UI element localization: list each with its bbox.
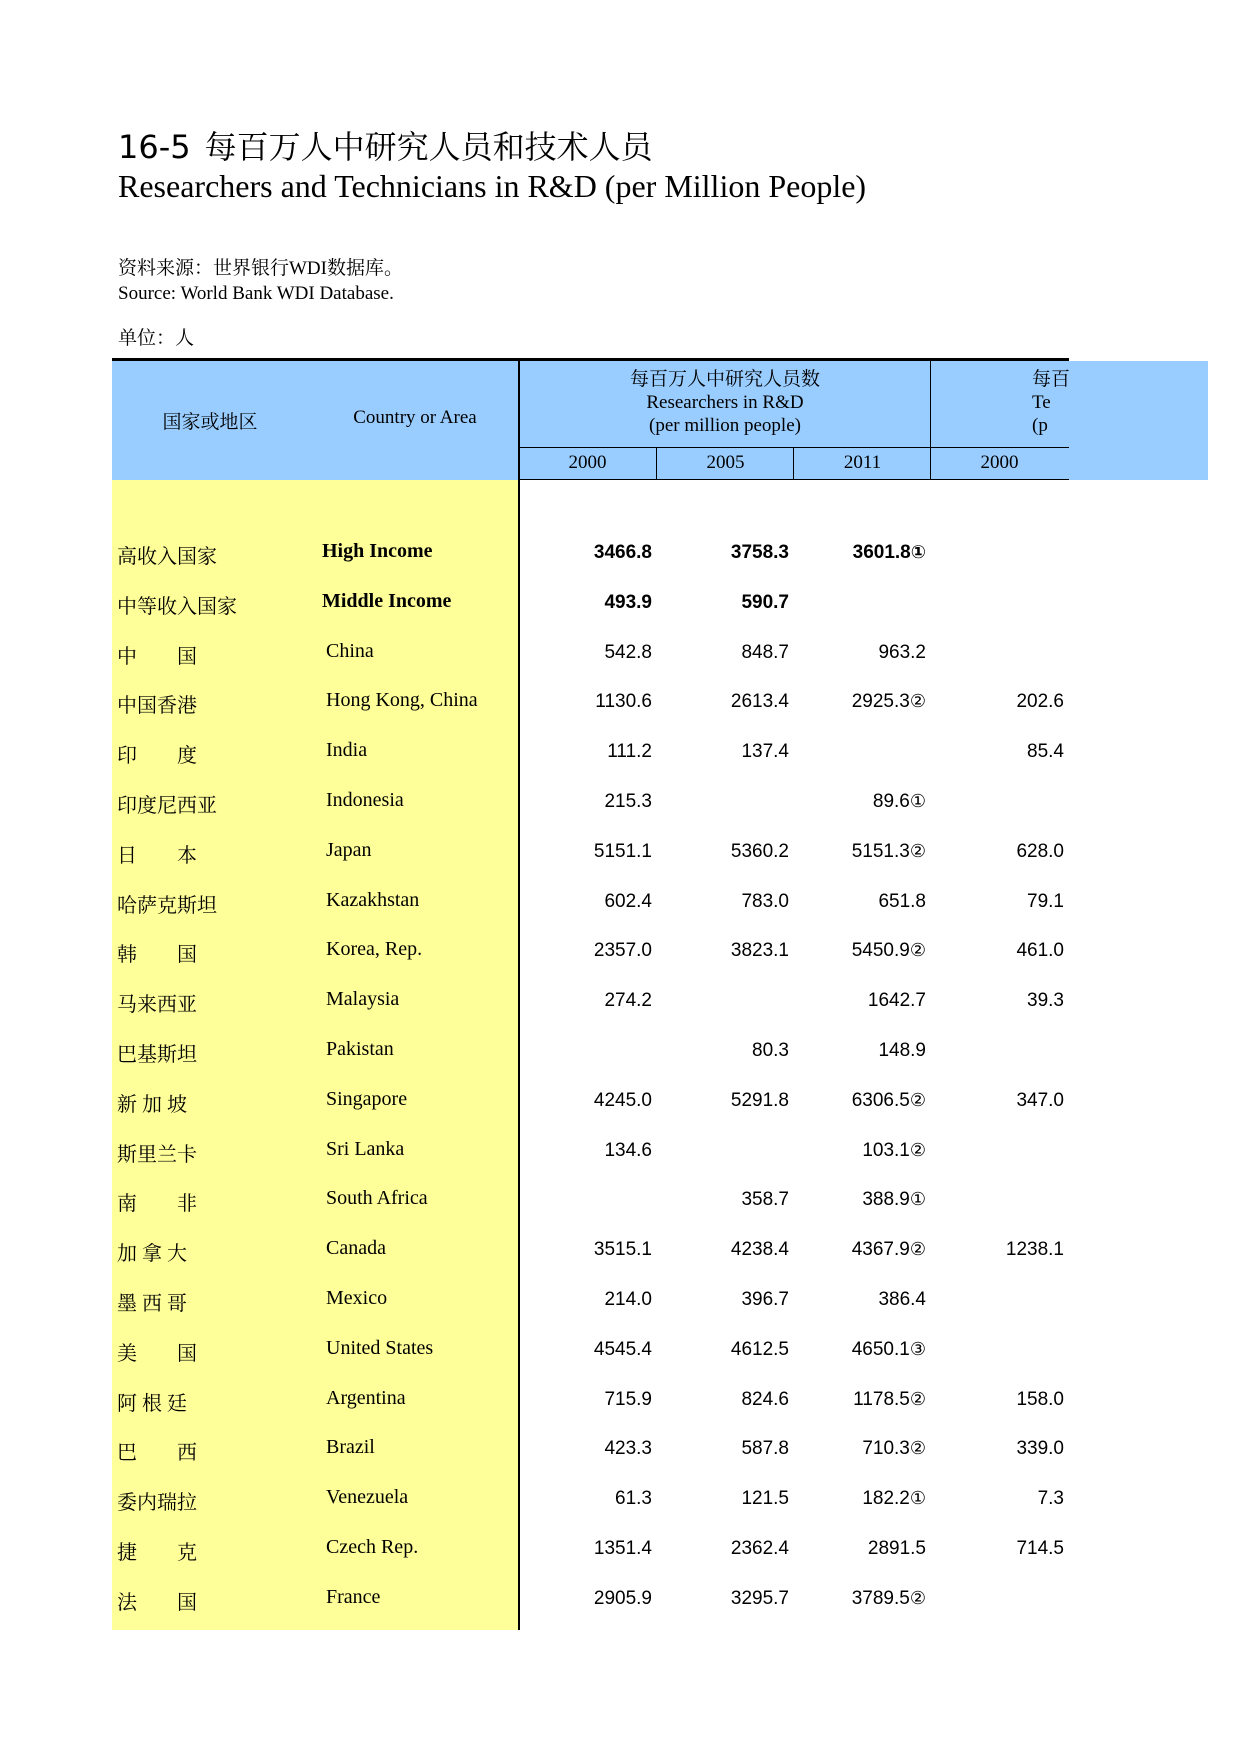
value-tech-2000: 1238.1 bbox=[1005, 1239, 1064, 1261]
value-2005: 121.5 bbox=[741, 1488, 789, 1510]
country-name-en: Korea, Rep. bbox=[326, 938, 423, 961]
value-2005: 3295.7 bbox=[730, 1587, 789, 1609]
country-name-en: Singapore bbox=[326, 1087, 408, 1110]
value-2005: 2613.4 bbox=[730, 691, 789, 713]
table-row bbox=[112, 1524, 1069, 1574]
value-2011 bbox=[786, 791, 926, 813]
value-tech-2000: 85.4 bbox=[1027, 741, 1064, 763]
table-row bbox=[112, 1076, 1069, 1126]
table-row bbox=[112, 1026, 1069, 1076]
value-2005: 80.3 bbox=[752, 1040, 789, 1061]
value-tech-2000: 202.6 bbox=[1016, 691, 1064, 713]
value-2011-number: 4650.1 bbox=[851, 1338, 910, 1360]
value-2005: 824.6 bbox=[741, 1388, 789, 1410]
country-name-zh: 法 国 bbox=[117, 1591, 197, 1614]
country-name-zh: 斯里兰卡 bbox=[117, 1143, 197, 1166]
country-name-en: Argentina bbox=[326, 1386, 406, 1409]
value-2011-number: 2891.5 bbox=[867, 1538, 926, 1559]
footnote-marker: ② bbox=[909, 1438, 926, 1460]
value-2011-number: 4367.9 bbox=[851, 1239, 910, 1261]
country-name-zh: 巴 西 bbox=[117, 1442, 197, 1465]
footnote-marker: ② bbox=[909, 691, 926, 713]
value-2000: 274.2 bbox=[604, 990, 652, 1012]
country-name-en: Middle Income bbox=[322, 589, 452, 612]
table-row bbox=[112, 1126, 1069, 1176]
value-2011-number: 3789.5 bbox=[851, 1587, 910, 1609]
table-title-zh bbox=[118, 122, 653, 168]
country-name-en: Indonesia bbox=[326, 789, 404, 811]
value-2000: 5151.1 bbox=[593, 840, 652, 862]
country-name-zh: 加 拿 大 bbox=[117, 1243, 187, 1266]
value-2000: 4545.4 bbox=[593, 1338, 652, 1360]
country-name-en: High Income bbox=[322, 540, 433, 562]
value-2005: 3758.3 bbox=[730, 542, 789, 563]
table-row bbox=[112, 727, 1069, 777]
value-2005: 3823.1 bbox=[730, 940, 789, 962]
value-2005: 358.7 bbox=[741, 1189, 789, 1211]
value-tech-2000: 347.0 bbox=[1016, 1089, 1064, 1111]
value-2000: 134.6 bbox=[604, 1139, 652, 1161]
country-name-zh: 捷 克 bbox=[117, 1542, 197, 1564]
value-2005: 4238.4 bbox=[730, 1239, 789, 1261]
table-row bbox=[112, 1474, 1069, 1524]
header-overflow-area bbox=[1069, 361, 1208, 480]
value-2005: 396.7 bbox=[741, 1289, 789, 1310]
value-2011-number: 182.2 bbox=[862, 1488, 910, 1510]
footnote-marker: ③ bbox=[909, 1338, 926, 1360]
value-2005: 783.0 bbox=[741, 890, 789, 912]
footnote-marker: ② bbox=[909, 1089, 926, 1111]
footnote-marker: ② bbox=[909, 1388, 926, 1410]
value-2005: 5360.2 bbox=[730, 840, 789, 862]
footnote-marker: ② bbox=[909, 940, 926, 962]
country-name-zh: 韩 国 bbox=[117, 944, 197, 967]
value-2005: 5291.8 bbox=[730, 1089, 789, 1111]
value-2000: 215.3 bbox=[604, 791, 652, 812]
country-name-zh: 委内瑞拉 bbox=[117, 1492, 197, 1515]
footnote-marker: ① bbox=[910, 542, 926, 563]
country-name-zh: 哈萨克斯坦 bbox=[117, 894, 217, 917]
header-country-en: Country or Area bbox=[353, 407, 477, 428]
country-name-en: Pakistan bbox=[326, 1038, 394, 1060]
country-name-zh: 南 非 bbox=[117, 1193, 197, 1216]
table-row bbox=[112, 1325, 1069, 1375]
value-2011 bbox=[786, 1040, 926, 1062]
value-2005: 4612.5 bbox=[730, 1338, 789, 1360]
value-tech-2000: 158.0 bbox=[1016, 1388, 1064, 1410]
value-2000: 423.3 bbox=[604, 1438, 652, 1460]
unit-note: 单位：人 bbox=[118, 328, 195, 349]
table-number: 16-5 bbox=[118, 128, 191, 166]
footnote-marker: ② bbox=[909, 840, 926, 862]
value-2005: 590.7 bbox=[741, 591, 789, 613]
value-2011-number: 148.9 bbox=[878, 1040, 926, 1061]
value-2000: 3466.8 bbox=[593, 542, 652, 563]
value-2011-number: 651.8 bbox=[878, 890, 926, 912]
value-2011 bbox=[786, 1389, 926, 1411]
value-2011 bbox=[786, 1588, 926, 1610]
value-2011 bbox=[786, 1140, 926, 1162]
table-row bbox=[112, 827, 1069, 877]
table-row bbox=[112, 1275, 1069, 1325]
country-name-en: France bbox=[326, 1585, 381, 1608]
value-tech-2000: 714.5 bbox=[1016, 1538, 1064, 1559]
value-2011-number: 710.3 bbox=[862, 1438, 910, 1460]
value-2011 bbox=[786, 1189, 926, 1211]
table-title-en: Researchers and Technicians in R&D (per Million People) bbox=[118, 168, 867, 204]
value-2011-number: 89.6 bbox=[872, 791, 910, 812]
table-row bbox=[112, 926, 1069, 976]
group2-title-zh: 每百 bbox=[1032, 369, 1071, 390]
year-header-rule bbox=[519, 447, 1069, 448]
value-2011-number: 5450.9 bbox=[851, 940, 910, 962]
country-name-en: South Africa bbox=[326, 1187, 428, 1210]
value-2000: 1130.6 bbox=[595, 691, 652, 713]
group2-subtitle-en: (p bbox=[1032, 415, 1048, 436]
value-2011 bbox=[786, 1339, 926, 1361]
group1-title-en: Researchers in R&D bbox=[646, 392, 804, 413]
table-row bbox=[112, 976, 1069, 1026]
value-2011-number: 3601.8 bbox=[852, 542, 911, 563]
value-2000: 111.2 bbox=[607, 741, 652, 763]
country-name-zh: 中国香港 bbox=[117, 695, 197, 718]
footnote-marker: ① bbox=[909, 791, 926, 812]
country-name-en: Malaysia bbox=[326, 988, 400, 1011]
value-2011 bbox=[786, 1289, 926, 1311]
value-2000: 214.0 bbox=[604, 1289, 652, 1310]
country-name-en: Hong Kong, China bbox=[326, 689, 478, 712]
value-2005: 2362.4 bbox=[730, 1538, 789, 1559]
country-name-en: Venezuela bbox=[326, 1486, 409, 1509]
table-row bbox=[112, 877, 1069, 927]
country-name-zh: 巴基斯坦 bbox=[117, 1044, 197, 1066]
value-2000: 3515.1 bbox=[593, 1239, 652, 1261]
country-name-zh: 墨 西 哥 bbox=[117, 1293, 187, 1315]
value-2000: 2905.9 bbox=[593, 1587, 652, 1609]
value-2011-number: 1642.7 bbox=[867, 990, 926, 1012]
value-2011-number: 6306.5 bbox=[851, 1089, 910, 1111]
value-2005: 587.8 bbox=[741, 1438, 789, 1460]
value-tech-2000: 79.1 bbox=[1027, 890, 1064, 912]
country-name-zh: 日 本 bbox=[117, 844, 197, 867]
country-name-en: Sri Lanka bbox=[326, 1137, 405, 1160]
value-tech-2000: 628.0 bbox=[1016, 840, 1064, 862]
year-header: 2011 bbox=[843, 452, 882, 473]
table-row bbox=[112, 777, 1069, 827]
country-name-en: Czech Rep. bbox=[326, 1536, 419, 1558]
value-2011-number: 386.4 bbox=[878, 1289, 926, 1310]
value-2000: 4245.0 bbox=[593, 1089, 652, 1111]
country-name-zh: 印 度 bbox=[117, 745, 197, 768]
country-name-zh: 新 加 坡 bbox=[117, 1093, 187, 1116]
value-2000: 542.8 bbox=[604, 641, 652, 663]
value-2011-number: 2925.3 bbox=[851, 691, 910, 713]
value-2000: 2357.0 bbox=[593, 940, 652, 962]
value-2011-number: 1178.5 bbox=[853, 1388, 910, 1410]
source-note-en: Source: World Bank WDI Database. bbox=[118, 283, 394, 304]
value-2000: 715.9 bbox=[604, 1388, 652, 1410]
value-2011 bbox=[786, 1488, 926, 1510]
value-2005: 848.7 bbox=[741, 641, 789, 663]
header-country-zh: 国家或地区 bbox=[162, 412, 258, 433]
country-name-zh: 中等收入国家 bbox=[117, 595, 237, 618]
value-2011-number: 103.1 bbox=[862, 1139, 910, 1161]
footnote-marker: ② bbox=[909, 1587, 926, 1609]
country-name-zh: 中 国 bbox=[117, 645, 197, 668]
value-2011-number: 388.9 bbox=[862, 1189, 910, 1211]
footnote-marker: ① bbox=[909, 1189, 926, 1211]
value-2000: 61.3 bbox=[615, 1488, 652, 1510]
country-name-en: China bbox=[326, 639, 374, 662]
year-header: 2000 bbox=[568, 452, 607, 473]
header-group-researchers bbox=[520, 368, 930, 437]
value-2011 bbox=[786, 1538, 926, 1560]
value-tech-2000: 39.3 bbox=[1027, 990, 1064, 1012]
value-2000: 493.9 bbox=[604, 591, 652, 613]
group1-title-zh: 每百万人中研究人员数 bbox=[629, 369, 820, 390]
value-2000: 602.4 bbox=[604, 890, 652, 912]
value-2011 bbox=[786, 940, 926, 962]
year-header: 2000 bbox=[980, 452, 1019, 473]
table-row bbox=[112, 628, 1069, 678]
value-2011 bbox=[786, 1239, 926, 1261]
table-row bbox=[112, 528, 1069, 578]
footnote-marker: ① bbox=[909, 1488, 926, 1510]
table-row bbox=[112, 677, 1069, 727]
value-2011 bbox=[786, 1090, 926, 1112]
title-zh-text: 每百万人中研究人员和技术人员 bbox=[204, 129, 653, 165]
value-tech-2000: 461.0 bbox=[1016, 940, 1064, 962]
country-name-zh: 美 国 bbox=[117, 1342, 197, 1365]
footnote-marker: ② bbox=[909, 1139, 926, 1161]
value-2011 bbox=[786, 642, 926, 664]
country-name-zh: 阿 根 廷 bbox=[117, 1392, 187, 1415]
value-2005: 137.4 bbox=[741, 741, 789, 763]
footnote-marker: ② bbox=[909, 1239, 926, 1261]
source-note-zh: 资料来源：世界银行WDI数据库。 bbox=[118, 258, 403, 279]
table-row bbox=[112, 578, 1069, 628]
table-row bbox=[112, 1574, 1069, 1624]
value-2011-number: 5151.3 bbox=[851, 840, 910, 862]
header-group-technicians bbox=[1032, 368, 1072, 437]
country-name-en: Brazil bbox=[326, 1436, 375, 1459]
value-2011 bbox=[786, 841, 926, 863]
value-2011 bbox=[786, 1438, 926, 1460]
group1-subtitle-en: (per million people) bbox=[649, 415, 801, 436]
value-2011 bbox=[786, 990, 926, 1012]
country-name-en: Japan bbox=[326, 838, 372, 861]
country-name-en: India bbox=[326, 739, 368, 762]
group2-title-en: Te bbox=[1032, 392, 1051, 413]
value-tech-2000: 339.0 bbox=[1016, 1438, 1064, 1460]
table-row bbox=[112, 1175, 1069, 1225]
country-name-en: Canada bbox=[326, 1237, 386, 1260]
header-bottom-rule bbox=[519, 479, 1069, 480]
table-row bbox=[112, 1225, 1069, 1275]
country-name-zh: 印度尼西亚 bbox=[117, 795, 217, 817]
value-2011 bbox=[786, 542, 926, 564]
value-2011 bbox=[786, 691, 926, 713]
value-2000: 1351.4 bbox=[593, 1538, 652, 1559]
table-row bbox=[112, 1375, 1069, 1425]
country-name-zh: 高收入国家 bbox=[117, 546, 217, 568]
country-name-zh: 马来西亚 bbox=[117, 994, 197, 1017]
country-name-en: United States bbox=[326, 1336, 434, 1359]
country-name-en: Kazakhstan bbox=[326, 888, 420, 911]
year-header: 2005 bbox=[706, 452, 745, 473]
country-name-en: Mexico bbox=[326, 1287, 388, 1309]
table-top-rule bbox=[112, 358, 1069, 361]
value-tech-2000: 7.3 bbox=[1037, 1488, 1064, 1510]
table-row bbox=[112, 1424, 1069, 1474]
value-2011 bbox=[786, 891, 926, 913]
value-2011-number: 963.2 bbox=[878, 641, 926, 663]
